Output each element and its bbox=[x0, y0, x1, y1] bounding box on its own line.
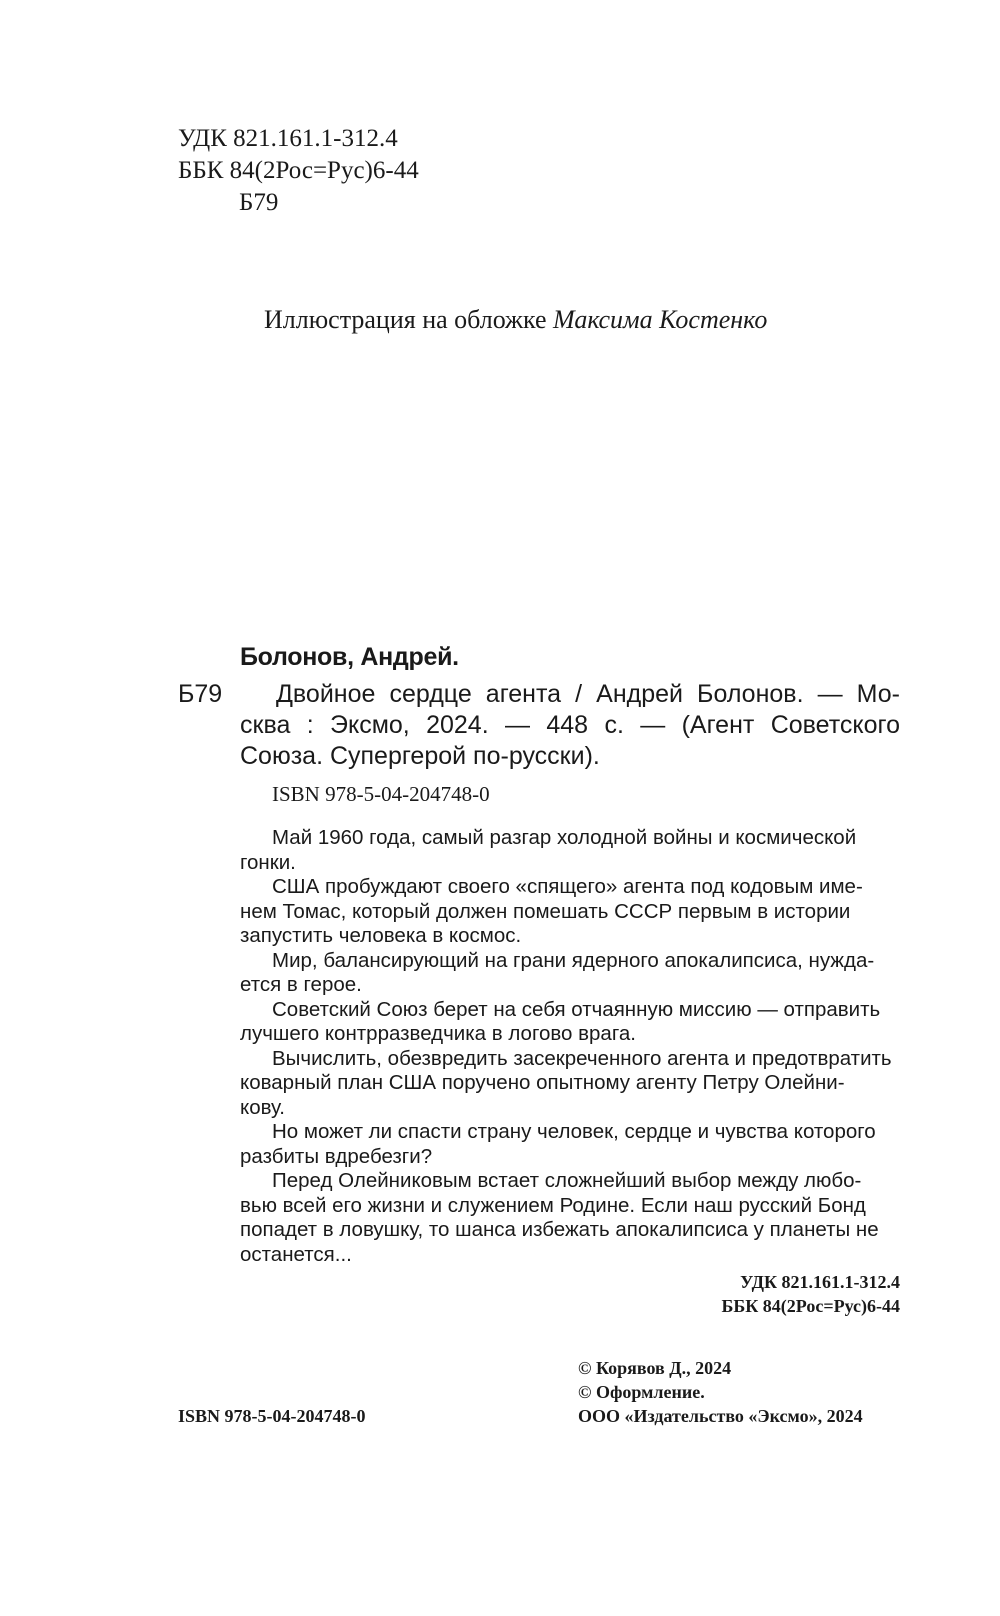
annotation bbox=[240, 826, 902, 1267]
bbk-header: ББК 84(2Рос=Рус)6-44 bbox=[178, 157, 419, 184]
annotation-line: США пробуждают своего «спящего» агента под кодовым име- bbox=[272, 875, 863, 898]
author-code: Б79 bbox=[178, 680, 223, 708]
illustration-prefix: Иллюстрация на обложке bbox=[264, 305, 554, 334]
illustration-credit bbox=[264, 305, 767, 335]
footer-isbn: ISBN 978-5-04-204748-0 bbox=[178, 1406, 366, 1426]
annotation-line: Вычислить, обезвредить засекреченного агента и предотвратить bbox=[272, 1046, 892, 1070]
copyright-design: © Оформление. bbox=[578, 1382, 705, 1402]
annotation-line: останется... bbox=[240, 1242, 352, 1266]
copyright-publisher: ООО «Издательство «Эксмо», 2024 bbox=[578, 1406, 863, 1426]
annotation-line: Но может ли спасти страну человек, сердце и чувства которого bbox=[272, 1120, 876, 1143]
annotation-line: попадет в ловушку, то шанса избежать апокалипсиса у планеты не bbox=[240, 1218, 879, 1241]
illustration-artist: Максима Костенко bbox=[553, 305, 768, 334]
copyright-author: © Корявов Д., 2024 bbox=[578, 1358, 732, 1378]
author-code-header: Б79 bbox=[239, 189, 279, 216]
annotation-line: коварный план США поручено опытному агенту Петру Олейни- bbox=[240, 1071, 845, 1094]
annotation-line: Мир, балансирующий на грани ядерного апокалипсиса, нужда- bbox=[272, 948, 875, 972]
annotation-line: лучшего контрразведчика в логово врага. bbox=[240, 1022, 636, 1045]
title-line-1: Двойное сердце агента / Андрей Болонов. — Мо- bbox=[276, 680, 900, 708]
bbk-footer: ББК 84(2Рос=Рус)6-44 bbox=[721, 1296, 900, 1316]
annotation-line: запустить человека в космос. bbox=[240, 924, 522, 947]
annotation-line: нем Томас, который должен помешать СССР первым в истории bbox=[240, 899, 851, 923]
annotation-line: Май 1960 года, самый разгар холодной войны и космической bbox=[272, 826, 857, 849]
annotation-line: Перед Олейниковым встает сложнейший выбор между любо- bbox=[272, 1169, 862, 1192]
udk-footer: УДК 821.161.1-312.4 bbox=[740, 1272, 900, 1292]
udk-header: УДК 821.161.1-312.4 bbox=[178, 125, 398, 152]
annotation-line: ется в герое. bbox=[240, 973, 362, 996]
title-line-3: Союза. Супергерой по-русски). bbox=[240, 742, 600, 770]
annotation-line: вью всей его жизни и служением Родине. Если наш русский Бонд bbox=[240, 1193, 866, 1217]
annotation-line: разбиты вдребезги? bbox=[240, 1144, 433, 1168]
annotation-line: кову. bbox=[240, 1095, 285, 1119]
record-isbn: ISBN 978-5-04-204748-0 bbox=[272, 782, 490, 806]
title-line-2: сква : Эксмо, 2024. — 448 с. — (Агент Советского bbox=[240, 711, 900, 739]
annotation-line: Советский Союз берет на себя отчаянную миссию — отправить bbox=[272, 997, 881, 1021]
annotation-line: гонки. bbox=[240, 850, 296, 874]
author-name: Болонов, Андрей. bbox=[240, 643, 459, 671]
